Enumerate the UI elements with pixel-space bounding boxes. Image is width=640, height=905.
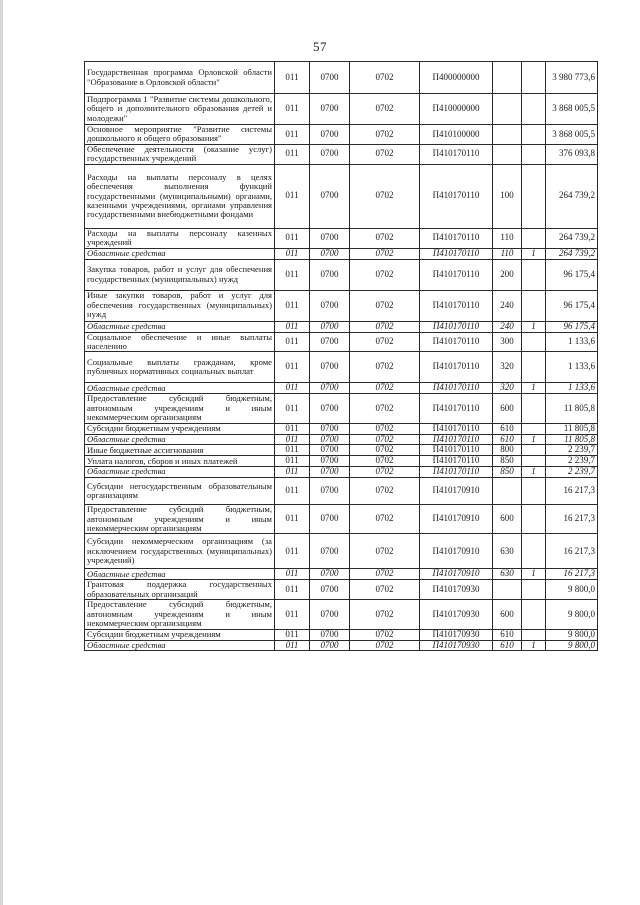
grbs-code-cell: 011 bbox=[275, 383, 310, 394]
funding-source-cell: 1 bbox=[522, 321, 546, 332]
grbs-code-cell: 011 bbox=[275, 164, 310, 228]
target-article-cell: П410170110 bbox=[420, 248, 493, 259]
funding-source-cell bbox=[522, 125, 546, 145]
expense-type-cell: 600 bbox=[493, 394, 522, 423]
expense-type-cell: 610 bbox=[493, 640, 522, 651]
amount-cell: 3 868 005,5 bbox=[546, 125, 598, 145]
funding-source-cell: 1 bbox=[522, 640, 546, 651]
subsection-code-cell: 0702 bbox=[350, 94, 420, 125]
table-row bbox=[85, 352, 598, 383]
subsection-code-cell: 0702 bbox=[350, 228, 420, 248]
amount-cell: 264 739,2 bbox=[546, 228, 598, 248]
subsection-code-cell: 0702 bbox=[350, 423, 420, 434]
section-code-cell: 0700 bbox=[310, 332, 350, 352]
section-code-cell: 0700 bbox=[310, 259, 350, 290]
row-name-cell: Закупка товаров, работ и услуг для обеспечения государственных (муниципальных) нужд bbox=[85, 259, 275, 290]
row-name-cell: Грантовая поддержка государственных образовательных организаций bbox=[85, 580, 275, 600]
section-code-cell: 0700 bbox=[310, 456, 350, 467]
table-row bbox=[85, 259, 598, 290]
table-row bbox=[85, 290, 598, 321]
row-name-cell: Предоставление субсидий бюджетным, автономным учреждениям и иным некоммерческим организациям bbox=[85, 394, 275, 423]
row-name-cell: Областные средства bbox=[85, 248, 275, 259]
funding-source-cell bbox=[522, 580, 546, 600]
grbs-code-cell: 011 bbox=[275, 600, 310, 629]
subsection-code-cell: 0702 bbox=[350, 144, 420, 164]
expense-type-cell: 630 bbox=[493, 534, 522, 569]
expense-type-cell bbox=[493, 94, 522, 125]
subsection-code-cell: 0702 bbox=[350, 164, 420, 228]
grbs-code-cell: 011 bbox=[275, 640, 310, 651]
funding-source-cell bbox=[522, 629, 546, 640]
subsection-code-cell: 0702 bbox=[350, 321, 420, 332]
subsection-code-cell: 0702 bbox=[350, 456, 420, 467]
grbs-code-cell: 011 bbox=[275, 505, 310, 534]
section-code-cell: 0700 bbox=[310, 423, 350, 434]
table-row bbox=[85, 423, 598, 434]
expense-type-cell: 100 bbox=[493, 164, 522, 228]
grbs-code-cell: 011 bbox=[275, 332, 310, 352]
table-row bbox=[85, 478, 598, 505]
amount-cell: 16 217,3 bbox=[546, 569, 598, 580]
target-article-cell: П410170110 bbox=[420, 445, 493, 456]
subsection-code-cell: 0702 bbox=[350, 394, 420, 423]
table-row bbox=[85, 394, 598, 423]
funding-source-cell bbox=[522, 164, 546, 228]
grbs-code-cell: 011 bbox=[275, 434, 310, 445]
grbs-code-cell: 011 bbox=[275, 629, 310, 640]
subsection-code-cell: 0702 bbox=[350, 290, 420, 321]
amount-cell: 9 800,0 bbox=[546, 600, 598, 629]
subsection-code-cell: 0702 bbox=[350, 534, 420, 569]
row-name-cell: Иные бюджетные ассигнования bbox=[85, 445, 275, 456]
row-name-cell: Социальные выплаты гражданам, кроме публичных нормативных социальных выплат bbox=[85, 352, 275, 383]
target-article-cell: П410170930 bbox=[420, 640, 493, 651]
table-row bbox=[85, 445, 598, 456]
target-article-cell: П410170110 bbox=[420, 164, 493, 228]
grbs-code-cell: 011 bbox=[275, 228, 310, 248]
subsection-code-cell: 0702 bbox=[350, 640, 420, 651]
table-row bbox=[85, 125, 598, 145]
amount-cell: 11 805,8 bbox=[546, 423, 598, 434]
funding-source-cell bbox=[522, 394, 546, 423]
table-row bbox=[85, 580, 598, 600]
expense-type-cell bbox=[493, 144, 522, 164]
expense-type-cell: 320 bbox=[493, 383, 522, 394]
funding-source-cell bbox=[522, 228, 546, 248]
subsection-code-cell: 0702 bbox=[350, 434, 420, 445]
funding-source-cell bbox=[522, 290, 546, 321]
table-row bbox=[85, 600, 598, 629]
scan-edge bbox=[0, 0, 3, 905]
funding-source-cell bbox=[522, 534, 546, 569]
funding-source-cell bbox=[522, 445, 546, 456]
target-article-cell: П410170110 bbox=[420, 434, 493, 445]
expense-type-cell: 630 bbox=[493, 569, 522, 580]
target-article-cell: П410170930 bbox=[420, 600, 493, 629]
row-name-cell: Предоставление субсидий бюджетным, автономным учреждениям и иным некоммерческим организациям bbox=[85, 600, 275, 629]
table-row bbox=[85, 505, 598, 534]
expense-type-cell bbox=[493, 580, 522, 600]
section-code-cell: 0700 bbox=[310, 534, 350, 569]
table-body bbox=[85, 62, 598, 651]
amount-cell: 3 980 773,6 bbox=[546, 62, 598, 94]
section-code-cell: 0700 bbox=[310, 434, 350, 445]
table-row bbox=[85, 434, 598, 445]
amount-cell: 264 739,2 bbox=[546, 248, 598, 259]
grbs-code-cell: 011 bbox=[275, 445, 310, 456]
section-code-cell: 0700 bbox=[310, 629, 350, 640]
expense-type-cell: 610 bbox=[493, 434, 522, 445]
funding-source-cell: 1 bbox=[522, 383, 546, 394]
funding-source-cell bbox=[522, 259, 546, 290]
section-code-cell: 0700 bbox=[310, 164, 350, 228]
target-article-cell: П410170110 bbox=[420, 352, 493, 383]
amount-cell: 3 868 005,5 bbox=[546, 94, 598, 125]
page-number: 57 bbox=[313, 39, 327, 54]
amount-cell: 9 800,0 bbox=[546, 580, 598, 600]
section-code-cell: 0700 bbox=[310, 228, 350, 248]
grbs-code-cell: 011 bbox=[275, 144, 310, 164]
funding-source-cell bbox=[522, 352, 546, 383]
funding-source-cell bbox=[522, 144, 546, 164]
amount-cell: 16 217,3 bbox=[546, 534, 598, 569]
amount-cell: 96 175,4 bbox=[546, 321, 598, 332]
grbs-code-cell: 011 bbox=[275, 456, 310, 467]
row-name-cell: Государственная программа Орловской области "Образование в Орловской области" bbox=[85, 62, 275, 94]
row-name-cell: Субсидии бюджетным учреждениям bbox=[85, 423, 275, 434]
section-code-cell: 0700 bbox=[310, 248, 350, 259]
row-name-cell: Уплата налогов, сборов и иных платежей bbox=[85, 456, 275, 467]
row-name-cell: Социальное обеспечение и иные выплаты населению bbox=[85, 332, 275, 352]
row-name-cell: Областные средства bbox=[85, 569, 275, 580]
table-row bbox=[85, 640, 598, 651]
target-article-cell: П410170110 bbox=[420, 228, 493, 248]
target-article-cell: П410170930 bbox=[420, 580, 493, 600]
row-name-cell: Областные средства bbox=[85, 640, 275, 651]
amount-cell: 376 093,8 bbox=[546, 144, 598, 164]
amount-cell: 96 175,4 bbox=[546, 259, 598, 290]
row-name-cell: Областные средства bbox=[85, 321, 275, 332]
grbs-code-cell: 011 bbox=[275, 290, 310, 321]
table-row bbox=[85, 62, 598, 94]
target-article-cell: П410170110 bbox=[420, 456, 493, 467]
expense-type-cell: 300 bbox=[493, 332, 522, 352]
section-code-cell: 0700 bbox=[310, 290, 350, 321]
funding-source-cell: 1 bbox=[522, 569, 546, 580]
target-article-cell: П410170110 bbox=[420, 423, 493, 434]
amount-cell: 96 175,4 bbox=[546, 290, 598, 321]
grbs-code-cell: 011 bbox=[275, 394, 310, 423]
funding-source-cell bbox=[522, 94, 546, 125]
grbs-code-cell: 011 bbox=[275, 534, 310, 569]
target-article-cell: П410000000 bbox=[420, 94, 493, 125]
table-row bbox=[85, 332, 598, 352]
expense-type-cell: 600 bbox=[493, 600, 522, 629]
row-name-cell: Областные средства bbox=[85, 434, 275, 445]
subsection-code-cell: 0702 bbox=[350, 600, 420, 629]
section-code-cell: 0700 bbox=[310, 125, 350, 145]
section-code-cell: 0700 bbox=[310, 600, 350, 629]
subsection-code-cell: 0702 bbox=[350, 629, 420, 640]
section-code-cell: 0700 bbox=[310, 467, 350, 478]
row-name-cell: Областные средства bbox=[85, 383, 275, 394]
table-row bbox=[85, 467, 598, 478]
row-name-cell: Субсидии негосударственным образовательным организациям bbox=[85, 478, 275, 505]
subsection-code-cell: 0702 bbox=[350, 62, 420, 94]
table-row bbox=[85, 321, 598, 332]
expense-type-cell bbox=[493, 62, 522, 94]
expense-type-cell: 200 bbox=[493, 259, 522, 290]
grbs-code-cell: 011 bbox=[275, 467, 310, 478]
amount-cell: 1 133,6 bbox=[546, 383, 598, 394]
target-article-cell: П410170930 bbox=[420, 629, 493, 640]
section-code-cell: 0700 bbox=[310, 394, 350, 423]
subsection-code-cell: 0702 bbox=[350, 580, 420, 600]
expense-type-cell: 850 bbox=[493, 456, 522, 467]
expense-type-cell: 240 bbox=[493, 321, 522, 332]
section-code-cell: 0700 bbox=[310, 569, 350, 580]
target-article-cell: П400000000 bbox=[420, 62, 493, 94]
target-article-cell: П410170110 bbox=[420, 394, 493, 423]
row-name-cell: Субсидии бюджетным учреждениям bbox=[85, 629, 275, 640]
subsection-code-cell: 0702 bbox=[350, 332, 420, 352]
funding-source-cell bbox=[522, 505, 546, 534]
grbs-code-cell: 011 bbox=[275, 248, 310, 259]
amount-cell: 9 800,0 bbox=[546, 640, 598, 651]
section-code-cell: 0700 bbox=[310, 640, 350, 651]
target-article-cell: П410170110 bbox=[420, 321, 493, 332]
amount-cell: 16 217,3 bbox=[546, 505, 598, 534]
funding-source-cell bbox=[522, 600, 546, 629]
amount-cell: 2 239,7 bbox=[546, 467, 598, 478]
row-name-cell: Областные средства bbox=[85, 467, 275, 478]
grbs-code-cell: 011 bbox=[275, 423, 310, 434]
table-row bbox=[85, 383, 598, 394]
section-code-cell: 0700 bbox=[310, 144, 350, 164]
section-code-cell: 0700 bbox=[310, 352, 350, 383]
table-row bbox=[85, 164, 598, 228]
table-row bbox=[85, 94, 598, 125]
expense-type-cell: 110 bbox=[493, 228, 522, 248]
funding-source-cell bbox=[522, 423, 546, 434]
grbs-code-cell: 011 bbox=[275, 259, 310, 290]
amount-cell: 16 217,3 bbox=[546, 478, 598, 505]
target-article-cell: П410170910 bbox=[420, 569, 493, 580]
target-article-cell: П410170110 bbox=[420, 290, 493, 321]
expense-type-cell: 610 bbox=[493, 423, 522, 434]
subsection-code-cell: 0702 bbox=[350, 478, 420, 505]
target-article-cell: П410170110 bbox=[420, 467, 493, 478]
subsection-code-cell: 0702 bbox=[350, 445, 420, 456]
section-code-cell: 0700 bbox=[310, 62, 350, 94]
table-row bbox=[85, 569, 598, 580]
expense-type-cell: 240 bbox=[493, 290, 522, 321]
funding-source-cell: 1 bbox=[522, 248, 546, 259]
section-code-cell: 0700 bbox=[310, 580, 350, 600]
expense-type-cell: 850 bbox=[493, 467, 522, 478]
row-name-cell: Обеспечение деятельности (оказание услуг) государственных учреждений bbox=[85, 144, 275, 164]
table-row bbox=[85, 629, 598, 640]
expense-type-cell: 320 bbox=[493, 352, 522, 383]
target-article-cell: П410170910 bbox=[420, 505, 493, 534]
funding-source-cell bbox=[522, 62, 546, 94]
table-row bbox=[85, 456, 598, 467]
expense-type-cell: 600 bbox=[493, 505, 522, 534]
subsection-code-cell: 0702 bbox=[350, 569, 420, 580]
section-code-cell: 0700 bbox=[310, 321, 350, 332]
grbs-code-cell: 011 bbox=[275, 321, 310, 332]
amount-cell: 1 133,6 bbox=[546, 352, 598, 383]
funding-source-cell bbox=[522, 478, 546, 505]
amount-cell: 1 133,6 bbox=[546, 332, 598, 352]
grbs-code-cell: 011 bbox=[275, 580, 310, 600]
target-article-cell: П410170110 bbox=[420, 144, 493, 164]
target-article-cell: П410170910 bbox=[420, 478, 493, 505]
subsection-code-cell: 0702 bbox=[350, 383, 420, 394]
expense-type-cell: 800 bbox=[493, 445, 522, 456]
table-row bbox=[85, 144, 598, 164]
table-row bbox=[85, 534, 598, 569]
funding-source-cell bbox=[522, 332, 546, 352]
funding-source-cell bbox=[522, 456, 546, 467]
subsection-code-cell: 0702 bbox=[350, 248, 420, 259]
row-name-cell: Подпрограмма 1 "Развитие системы дошкольного, общего и дополнительного образования детей и молодежи" bbox=[85, 94, 275, 125]
grbs-code-cell: 011 bbox=[275, 352, 310, 383]
subsection-code-cell: 0702 bbox=[350, 352, 420, 383]
amount-cell: 264 739,2 bbox=[546, 164, 598, 228]
subsection-code-cell: 0702 bbox=[350, 467, 420, 478]
grbs-code-cell: 011 bbox=[275, 94, 310, 125]
target-article-cell: П410100000 bbox=[420, 125, 493, 145]
expense-type-cell bbox=[493, 125, 522, 145]
target-article-cell: П410170110 bbox=[420, 383, 493, 394]
grbs-code-cell: 011 bbox=[275, 569, 310, 580]
grbs-code-cell: 011 bbox=[275, 478, 310, 505]
amount-cell: 11 805,8 bbox=[546, 394, 598, 423]
grbs-code-cell: 011 bbox=[275, 62, 310, 94]
funding-source-cell: 1 bbox=[522, 434, 546, 445]
expense-type-cell: 610 bbox=[493, 629, 522, 640]
row-name-cell: Основное мероприятие "Развитие системы дошкольного и общего образования" bbox=[85, 125, 275, 145]
expense-type-cell: 110 bbox=[493, 248, 522, 259]
expense-type-cell bbox=[493, 478, 522, 505]
row-name-cell: Иные закупки товаров, работ и услуг для обеспечения государственных (муниципальных) нужд bbox=[85, 290, 275, 321]
table-row bbox=[85, 248, 598, 259]
amount-cell: 11 805,8 bbox=[546, 434, 598, 445]
section-code-cell: 0700 bbox=[310, 445, 350, 456]
grbs-code-cell: 011 bbox=[275, 125, 310, 145]
section-code-cell: 0700 bbox=[310, 94, 350, 125]
amount-cell: 9 800,0 bbox=[546, 629, 598, 640]
table-row bbox=[85, 228, 598, 248]
amount-cell: 2 239,7 bbox=[546, 445, 598, 456]
subsection-code-cell: 0702 bbox=[350, 505, 420, 534]
budget-table bbox=[84, 61, 598, 651]
section-code-cell: 0700 bbox=[310, 383, 350, 394]
section-code-cell: 0700 bbox=[310, 505, 350, 534]
subsection-code-cell: 0702 bbox=[350, 125, 420, 145]
section-code-cell: 0700 bbox=[310, 478, 350, 505]
row-name-cell: Расходы на выплаты персоналу казенных учреждений bbox=[85, 228, 275, 248]
subsection-code-cell: 0702 bbox=[350, 259, 420, 290]
row-name-cell: Расходы на выплаты персоналу в целях обеспечения выполнения функций государственными (муниципальными) органами, казенными учреждениями, органами управления государственными внебюджетными фондами bbox=[85, 164, 275, 228]
row-name-cell: Предоставление субсидий бюджетным, автономным учреждениям и иным некоммерческим организациям bbox=[85, 505, 275, 534]
target-article-cell: П410170110 bbox=[420, 332, 493, 352]
amount-cell: 2 239,7 bbox=[546, 456, 598, 467]
target-article-cell: П410170910 bbox=[420, 534, 493, 569]
funding-source-cell: 1 bbox=[522, 467, 546, 478]
target-article-cell: П410170110 bbox=[420, 259, 493, 290]
row-name-cell: Субсидии некоммерческим организациям (за исключением государственных (муниципальных) учреждений) bbox=[85, 534, 275, 569]
